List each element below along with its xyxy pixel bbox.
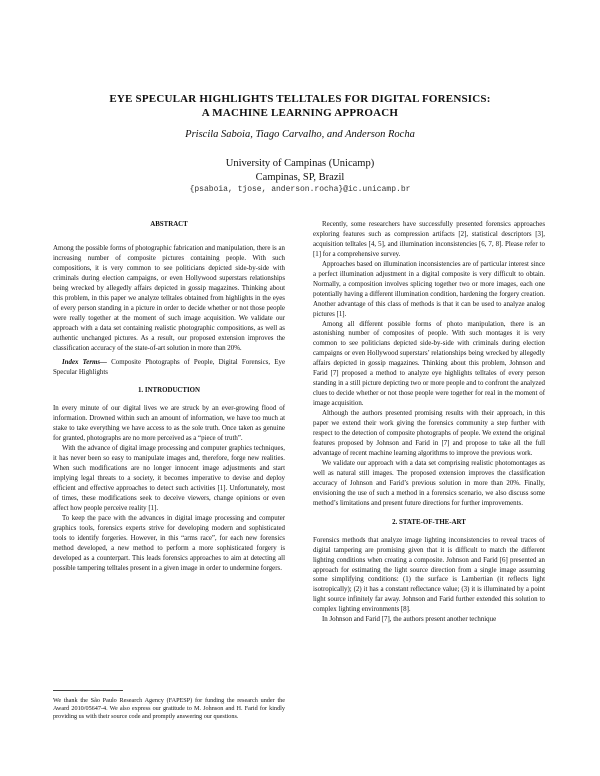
body-paragraph: Approaches based on illumination inconsistencies are of particular interest since a perfect illumination adjustment in a digital composite is very difficult to obtain. Normally, a composition involves splicing together two or more images, each one potentially having a different illumination condition, hardening the forgery creation. Another advantage of this class of methods is that it can be used to analyze analog pictures [1]. — [313, 260, 545, 318]
state-paragraph: In Johnson and Farid [7], the authors present another technique — [322, 616, 497, 624]
title-line-2: A MACHINE LEARNING APPROACH — [201, 107, 399, 119]
index-terms — [53, 358, 285, 378]
introduction-heading: 1. INTRODUCTION — [137, 387, 201, 395]
footnote: We thank the São Paulo Research Agency (FAPESP) for funding the research under the Award 2010/05647-4. We also express our gratitude to M. Johnson and H. Farid for kindly providing us with their source code and promptly answering our questions. — [53, 697, 285, 721]
intro-paragraph: With the advance of digital image processing and computer graphics techniques, it has never been so easy to manipulate images and, therefore, forge new realities. When such modifications are no longer innocent image adjustments and start implying legal threats to a society, it becomes imperative to devise and deploy efficient and effective approaches to detect such activities [1]. Unfortunately, most of times, these modifications seek to deceive viewers, change opinions or even affect how people perceive reality [1]. — [53, 445, 285, 512]
author-emails: {psaboia, tjose, anderson.rocha}@ic.unicamp.br — [189, 185, 411, 194]
intro-paragraph: In every minute of our digital lives we are struck by an ever-growing flood of information. Drowned within such an amount of information, we have too much at stake to take everything we have access to as the sole truth. Once taken as genuine for granted, photographs are no more perceived as a “piece of truth”. — [53, 405, 285, 443]
intro-paragraph: To keep the pace with the advances in digital image processing and computer graphics tools, forensics experts strive for developing modern and sophisticated tools to identify forgeries. However, in this “arms race”, for each new forensics method developed, a new method to perform a more sophisticated forgery is developed as a counterpart. This leads forensics approaches to aim at detecting all possible tampering telltales present in a given image in order to undermine forgers. — [53, 514, 285, 572]
body-paragraph: Among all different possible forms of photo manipulation, there is an astonishing number of composites of people. With such montages it is very common to see politicians depicted side-by-side with criminals during election campaigns or even Hollywood superstars’ relationships being wrecked by allegedly affairs depicted in gossip magazines. Thinking about this problem, Johnson and Farid [7] proposed a method to analyze eye highlights telltales of every person standing in a still picture depicting two or more people and to confront the analyzed clues to decide whether or not those people were together for real in the moment of image acquisition. — [313, 320, 545, 408]
affiliation-location: Campinas, SP, Brazil — [255, 172, 345, 183]
affiliation-institution: University of Campinas (Unicamp) — [225, 158, 375, 169]
abstract-text: Among the possible forms of photographic fabrication and manipulation, there is an increasing number of composite pictures containing people. With such compositions, it is very common to see politicians depicted side-by-side with criminals during election campaigns, or even Hollywood superstars relationships being wrecked by allegedly affairs depicted in gossip magazines. Thinking about this problem, in this paper we analyze telltales obtained from highlights in the eyes of every person standing in a picture in order to decide whether or not those people were really together at the moment of such image acquisition. We validate our approach with a data set containing realistic photographic compositions, as well as authentic unchanged pictures. As a result, our proposed extension improves the classification accuracy of the state-of-art solution in more than 20%. — [53, 245, 285, 352]
index-terms-text: Composite Photographs of People, Digital Forensics, Eye Specular Highlights — [53, 359, 285, 377]
affiliation — [60, 157, 540, 185]
state-paragraph: Forensics methods that analyze image lighting inconsistencies to reveal traces of digital tampering are promising given that it is difficult to match the different lighting conditions when creating a composite. Johnson and Farid [6] presented an approach for estimating the light source direction from a single image assuming some simplifying conditions: (1) the surface is Lambertian (it reflects light isotropically); (2) it has a constant reflectance value; (3) it is illuminated by a point light source infinitely far away. Johnson and Farid further extended this solution to complex lighting environments [8]. — [313, 536, 545, 614]
left-column — [53, 220, 285, 574]
body-paragraph: Recently, some researchers have successfully presented forensics approaches exploring features such as compression artifacts [2], statistical descriptors [3], acquisition telltales [4, 5], and illumination inconsistencies [6, 7, 8]. Please refer to [1] for a comprehensive survey. — [313, 221, 545, 258]
index-terms-label: Index Terms— — [62, 359, 107, 367]
state-of-the-art-heading: 2. STATE-OF-THE-ART — [392, 518, 466, 526]
body-paragraph: We validate our approach with a data set comprising realistic photomontages as well as natural still images. The proposed extension improves the classification accuracy of Johnson and Farid’s previous solution in more than 20%. Finally, envisioning the use of such a method in a forensics scenario, we also discuss some method’s limitations and present future directions for further improvements. — [313, 459, 545, 507]
abstract-heading: ABSTRACT — [150, 221, 188, 228]
title-line-1: EYE SPECULAR HIGHLIGHTS TELLTALES FOR DIGITAL FORENSICS: — [109, 93, 491, 105]
footnote-divider — [53, 690, 123, 691]
body-paragraph: Although the authors presented promising results with their approach, in this paper we extend their work giving the forensics community a step further with respect to the detection of composite photographs of people. We extend the original features proposed by Johnson and Farid in [7] and propose to take all the full advantage of recent machine learning algorithms to improve the previous work. — [313, 410, 545, 457]
paper-title — [60, 92, 540, 120]
right-column — [313, 220, 545, 625]
author-list: Priscila Saboia, Tiago Carvalho, and Anderson Rocha — [185, 129, 415, 140]
